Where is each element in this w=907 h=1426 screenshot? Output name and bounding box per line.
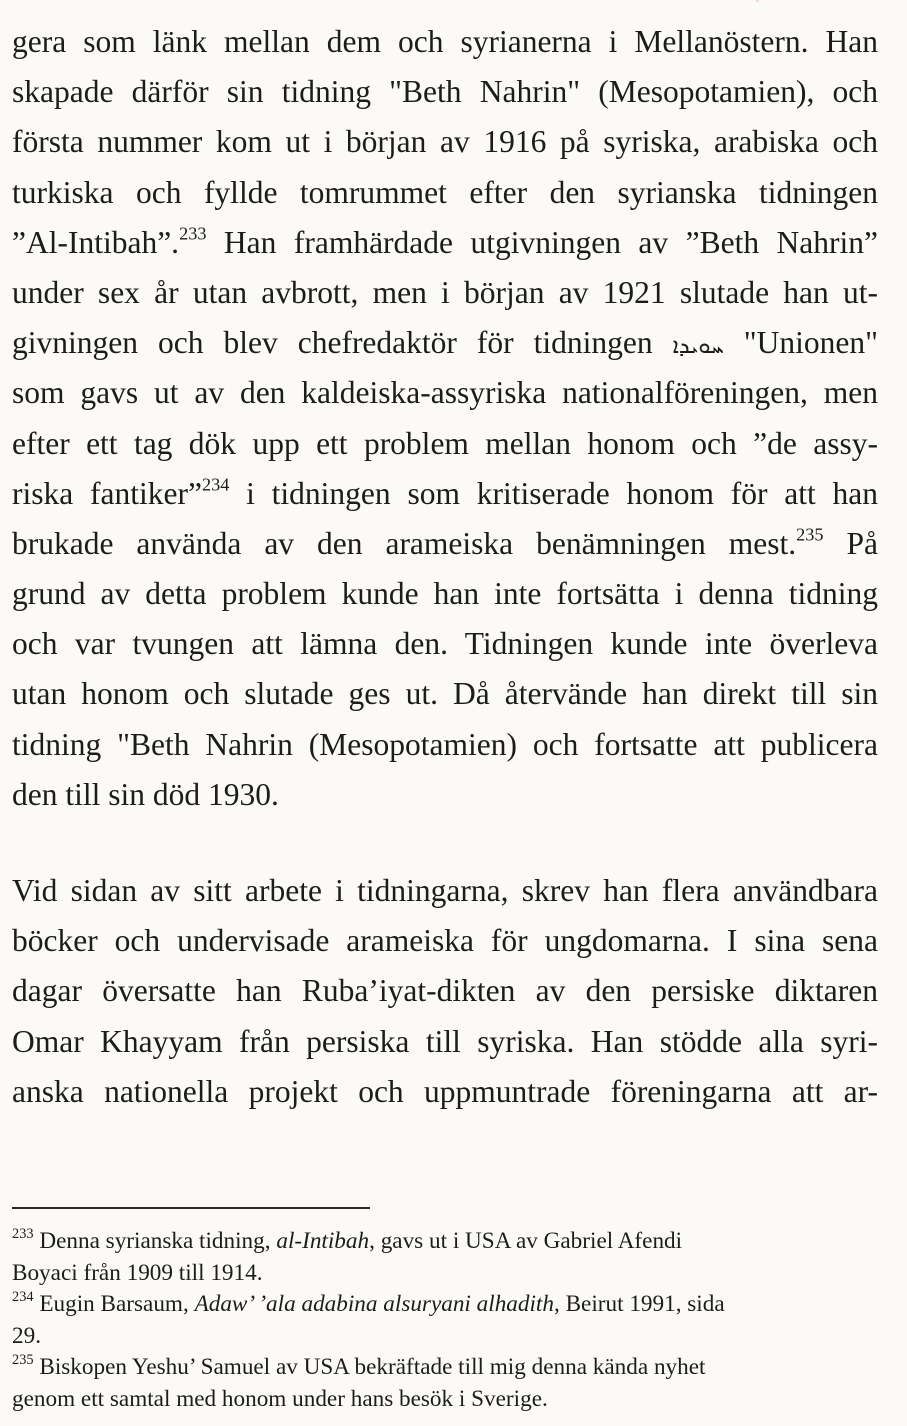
footnote-title: al-Intibah bbox=[276, 1228, 370, 1254]
footnotes bbox=[12, 1226, 892, 1415]
text-line: första nummer kom ut i början av 1916 på syriska, arabiska och bbox=[12, 124, 878, 160]
text-segment: "Unionen" bbox=[723, 325, 878, 361]
body-paragraph-1 bbox=[12, 17, 878, 820]
syriac-word: ܚܘܝܕܐ bbox=[672, 334, 724, 360]
footnote-text: , gavs ut i USA av Gabriel Afendi bbox=[369, 1228, 683, 1254]
footnote-separator bbox=[12, 1207, 370, 1209]
footnote-number: 234 bbox=[12, 1288, 34, 1305]
footnote-233-cont: Boyaci från 1909 till 1914. bbox=[12, 1259, 263, 1286]
text-line: grund av detta problem kunde han inte fortsätta i denna tidning bbox=[12, 576, 878, 612]
footnote-text: Biskopen Yeshu’ Samuel av USA bekräftade till mig denna kända nyhet bbox=[33, 1354, 706, 1380]
text-segment: På bbox=[823, 525, 878, 561]
text-line: dagar översatte han Ruba’iyat-dikten av den persiske diktaren bbox=[12, 973, 878, 1009]
footnote-ref-234[interactable]: 234 bbox=[201, 474, 230, 494]
text-line: Omar Khayyam från persiska till syriska. Han stödde alla syri- bbox=[12, 1023, 878, 1059]
text-line: böcker och undervisade arameiska för ungdomarna. I sina sena bbox=[12, 923, 878, 959]
text-line bbox=[12, 469, 878, 519]
text-line: gera som länk mellan dem och syrianerna i Mellanöstern. Han bbox=[12, 24, 878, 59]
text-line: skapade därför sin tidning "Beth Nahrin" (Mesopotamien), och bbox=[12, 74, 878, 110]
text-segment: Han framhärdade utgivningen av ”Beth Nahrin” bbox=[206, 224, 878, 260]
footnote-title: Adaw’ ’ala adabina alsuryani alhadith bbox=[194, 1291, 554, 1317]
footnote-number: 233 bbox=[12, 1225, 34, 1242]
text-segment: givningen och blev chefredaktör för tidningen bbox=[12, 325, 673, 361]
body-paragraph-2 bbox=[12, 866, 878, 1117]
text-line: turkiska och fyllde tomrummet efter den syrianska tidningen bbox=[12, 174, 878, 210]
corner-pen-mark-icon: ˇ bbox=[755, 0, 760, 11]
text-line: efter ett tag dök upp ett problem mellan honom och ”de assy- bbox=[12, 425, 878, 461]
text-segment: i tidningen som kritiserade honom för att han bbox=[229, 475, 878, 511]
text-line: Vid sidan av sitt arbete i tidningarna, skrev han flera användbara bbox=[12, 873, 878, 908]
footnote-text: , Beirut 1991, sida bbox=[553, 1291, 725, 1317]
footnote-number: 235 bbox=[12, 1351, 34, 1368]
text-line: utan honom och slutade ges ut. Då återvände han direkt till sin bbox=[12, 676, 878, 712]
footnote-text: Eugin Barsaum, bbox=[33, 1291, 195, 1317]
footnote-ref-233[interactable]: 233 bbox=[179, 223, 207, 244]
text-line bbox=[12, 218, 878, 268]
footnote-235-cont: genom ett samtal med honom under hans besök i Sverige. bbox=[12, 1385, 548, 1412]
footnote-ref-235[interactable]: 235 bbox=[796, 524, 824, 545]
text-line bbox=[12, 519, 878, 569]
text-segment: brukade använda av den arameiska benämningen mest. bbox=[12, 525, 797, 561]
text-line bbox=[12, 318, 878, 368]
footnote-235 bbox=[12, 1352, 892, 1384]
text-line: och var tvungen att lämna den. Tidningen kunde inte överleva bbox=[12, 626, 878, 662]
footnote-text: Denna syrianska tidning, bbox=[33, 1228, 277, 1254]
text-line: tidning "Beth Nahrin (Mesopotamien) och fortsatte att publicera bbox=[12, 726, 878, 762]
text-segment: ”Al-Intibah”. bbox=[12, 224, 180, 260]
footnote-234 bbox=[12, 1289, 892, 1321]
footnote-233 bbox=[12, 1226, 892, 1258]
text-segment: riska fantiker” bbox=[12, 475, 202, 511]
footnote-234-cont: 29. bbox=[12, 1322, 41, 1349]
text-line: den till sin död 1930. bbox=[12, 776, 279, 812]
text-line: under sex år utan avbrott, men i början av 1921 slutade han ut- bbox=[12, 274, 878, 310]
text-line: som gavs ut av den kaldeiska-assyriska nationalföreningen, men bbox=[12, 375, 878, 411]
text-line: anska nationella projekt och uppmuntrade föreningarna att ar- bbox=[12, 1073, 878, 1109]
